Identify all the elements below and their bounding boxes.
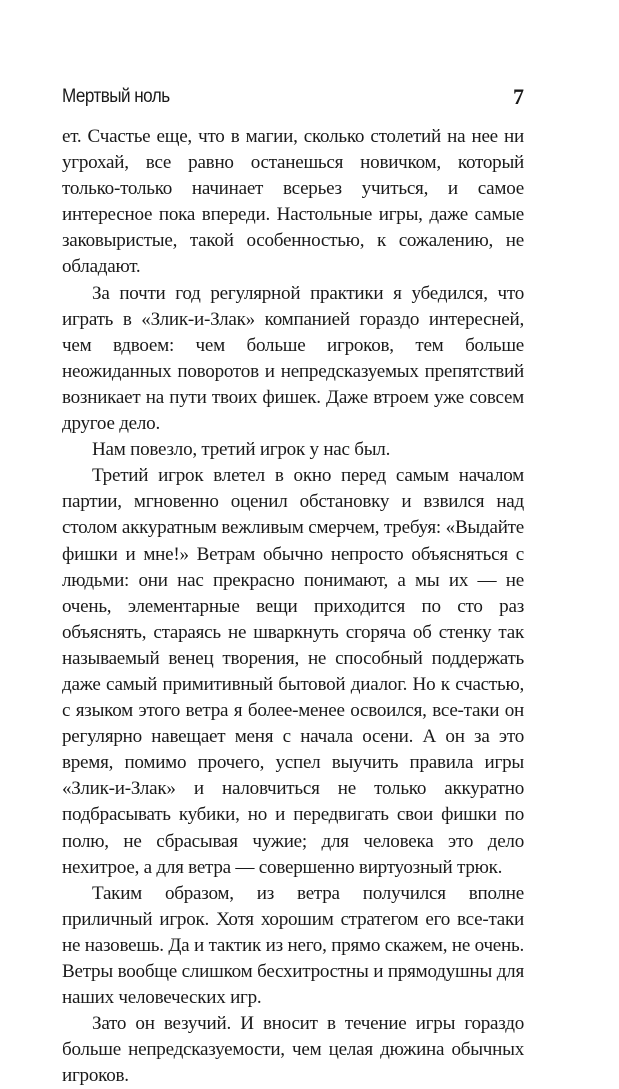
body-text (62, 124, 524, 1089)
running-header (62, 84, 524, 114)
paragraph: ет. Счастье еще, что в магии, сколько столетий на нее ни угрохай, все равно останешься новичком, который только-только начинает всерьез учиться, и самое интересное пока впереди. Настольные игры, даже самые заковыристые, такой особенностью, к сожалению, не обладают. (62, 126, 524, 278)
paragraph: Третий игрок влетел в окно перед самым началом партии, мгновенно оценил обстановку и взвился над столом аккуратным вежливым смерчем, требуя: «Выдайте фишки и мне!» Ветрам обычно непросто объясняться с людьми: они нас прекрасно понимают, а мы их — не очень, элементарные вещи приходится по сто раз объяснять, стараясь не шваркнуть сгоряча об стенку так называемый венец творения, не способный поддержать даже самый примитивный бытовой диалог. Но к счастью, с языком этого ветра я более-менее освоился, все-таки он регулярно навещает меня с начала осени. А он за это время, помимо прочего, успел выучить правила игры «Злик-и-Злак» и наловчиться не только аккуратно подбрасывать кубики, но и передвигать свои фишки по полю, не сбрасывая чужие; для человека это дело нехитрое, а для ветра — совершенно виртуозный трюк. (62, 465, 524, 878)
paragraph: Нам повезло, третий игрок у нас был. (92, 439, 391, 461)
paragraph: Зато он везучий. И вносит в течение игры гораздо больше непредсказуемости, чем целая дюжина обычных игроков. (62, 1013, 524, 1087)
book-page (62, 84, 524, 1089)
paragraph: Таким образом, из ветра получился вполне приличный игрок. Хотя хорошим стратегом его все-таки не назовешь. Да и тактик из него, прямо скажем, не очень. Ветры вообще слишком бесхитростны и прямодушны для наших человеческих игр. (62, 882, 524, 1009)
book-title: Мертвый ноль (62, 86, 170, 107)
page-number: 7 (513, 84, 524, 109)
paragraph: За почти год регулярной практики я убедился, что играть в «Злик-и-Злак» компанией гораздо интересней, чем вдвоем: чем больше игроков, тем больше неожиданных поворотов и непредсказуемых препятствий возникает на пути твоих фишек. Даже втроем уже совсем другое дело. (62, 282, 524, 435)
